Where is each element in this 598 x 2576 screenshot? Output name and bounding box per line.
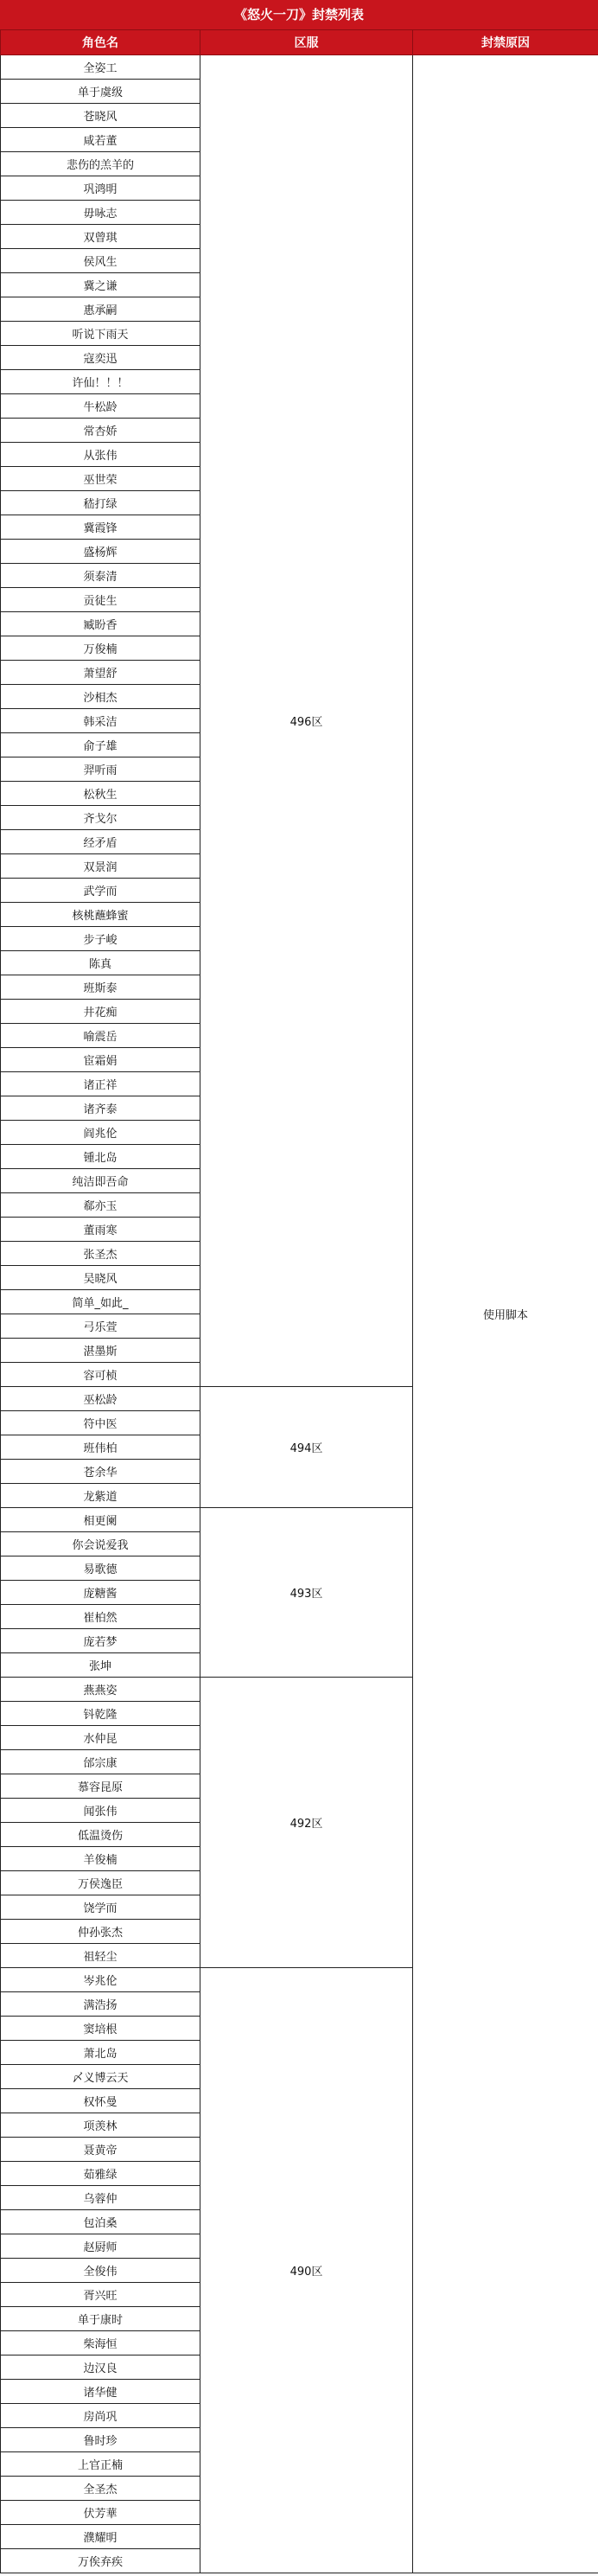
character-name: 万俟弃疾 bbox=[1, 2549, 200, 2573]
character-name: 符中医 bbox=[1, 1411, 200, 1435]
character-name: 燕燕姿 bbox=[1, 1678, 200, 1702]
character-name: 双曾琪 bbox=[1, 225, 200, 249]
character-name: 苍晓风 bbox=[1, 104, 200, 128]
ban-table bbox=[0, 29, 598, 2573]
character-name: 祖轻尘 bbox=[1, 1944, 200, 1968]
character-name: 嵇打绿 bbox=[1, 491, 200, 515]
character-name: 饶学而 bbox=[1, 1895, 200, 1920]
character-name: 单于虞级 bbox=[1, 80, 200, 104]
character-name: 闻张伟 bbox=[1, 1799, 200, 1823]
character-name: 侯风生 bbox=[1, 249, 200, 273]
character-name: 步子峻 bbox=[1, 927, 200, 951]
character-name: 项羡林 bbox=[1, 2113, 200, 2138]
character-name: 咸若董 bbox=[1, 128, 200, 152]
character-name: 万侯逸臣 bbox=[1, 1871, 200, 1895]
character-name: 上官正楠 bbox=[1, 2452, 200, 2477]
character-name: 仲孙张杰 bbox=[1, 1920, 200, 1944]
character-name: 柴海恒 bbox=[1, 2331, 200, 2355]
character-name: 〆义博云天 bbox=[1, 2065, 200, 2089]
character-name: 濮耀明 bbox=[1, 2525, 200, 2549]
character-name: 容可桢 bbox=[1, 1363, 200, 1387]
table-header-row bbox=[1, 30, 598, 55]
character-name: 羊俊楠 bbox=[1, 1847, 200, 1871]
character-name: 鲁时珍 bbox=[1, 2428, 200, 2452]
character-name: 毋咏志 bbox=[1, 201, 200, 225]
character-name: 伏芳華 bbox=[1, 2501, 200, 2525]
character-name: 吴晓风 bbox=[1, 1266, 200, 1290]
character-name: 张坤 bbox=[1, 1653, 200, 1678]
character-name: 班伟柏 bbox=[1, 1435, 200, 1460]
server-cell: 496区 bbox=[200, 55, 413, 1387]
character-name: 寇奕迅 bbox=[1, 346, 200, 370]
character-name: 全俊伟 bbox=[1, 2259, 200, 2283]
character-name: 阎兆伦 bbox=[1, 1121, 200, 1145]
character-name: 宦霜娟 bbox=[1, 1048, 200, 1072]
character-name: 齐戈尔 bbox=[1, 806, 200, 830]
character-name: 董雨寒 bbox=[1, 1218, 200, 1242]
character-name: 诸华健 bbox=[1, 2380, 200, 2404]
character-name: 茹雅绿 bbox=[1, 2162, 200, 2186]
character-name: 惠承嗣 bbox=[1, 297, 200, 322]
character-name: 臧盼香 bbox=[1, 612, 200, 636]
character-name: 许仙！！！ bbox=[1, 370, 200, 394]
character-name: 双景润 bbox=[1, 854, 200, 879]
character-name: 苍余华 bbox=[1, 1460, 200, 1484]
character-name: 权怀曼 bbox=[1, 2089, 200, 2113]
character-name: 冀之谦 bbox=[1, 273, 200, 297]
character-name: 低温烫伤 bbox=[1, 1823, 200, 1847]
character-name: 听说下雨天 bbox=[1, 322, 200, 346]
character-name: 易歌德 bbox=[1, 1556, 200, 1581]
character-name: 纯洁即吾命 bbox=[1, 1169, 200, 1193]
character-name: 满浩扬 bbox=[1, 1992, 200, 2017]
character-name: 崔柏然 bbox=[1, 1605, 200, 1629]
character-name: 慕容昆原 bbox=[1, 1774, 200, 1799]
character-name: 松秋生 bbox=[1, 782, 200, 806]
ban-reason-cell: 使用脚本 bbox=[413, 55, 598, 2573]
character-name: 单于康时 bbox=[1, 2307, 200, 2331]
character-name: 聂黄帝 bbox=[1, 2138, 200, 2162]
character-name: 包泊桑 bbox=[1, 2210, 200, 2234]
character-name: 乌蓉仲 bbox=[1, 2186, 200, 2210]
character-name: 俞子雄 bbox=[1, 733, 200, 757]
character-name: 龙紫道 bbox=[1, 1484, 200, 1508]
character-name: 巫世荣 bbox=[1, 467, 200, 491]
character-name: 沙相杰 bbox=[1, 685, 200, 709]
character-name: 武学而 bbox=[1, 879, 200, 903]
header-server: 区服 bbox=[200, 30, 413, 55]
character-name: 羿听雨 bbox=[1, 757, 200, 782]
character-name: 核桃蘸蜂蜜 bbox=[1, 903, 200, 927]
page-title: 《怒火一刀》封禁列表 bbox=[0, 0, 598, 29]
character-name: 巫松龄 bbox=[1, 1387, 200, 1411]
header-reason: 封禁原因 bbox=[413, 30, 598, 55]
character-name: 窦培根 bbox=[1, 2017, 200, 2041]
server-cell: 494区 bbox=[200, 1387, 413, 1508]
table-row bbox=[1, 55, 598, 80]
character-name: 郗亦玉 bbox=[1, 1193, 200, 1218]
character-name: 牛松龄 bbox=[1, 394, 200, 419]
character-name: 湛墨斯 bbox=[1, 1339, 200, 1363]
character-name: 盛杨辉 bbox=[1, 540, 200, 564]
character-name: 相更阑 bbox=[1, 1508, 200, 1532]
table-body bbox=[1, 55, 598, 2573]
character-name: 常杏娇 bbox=[1, 419, 200, 443]
character-name: 张圣杰 bbox=[1, 1242, 200, 1266]
character-name: 须泰清 bbox=[1, 564, 200, 588]
character-name: 悲伤的羔羊的 bbox=[1, 152, 200, 176]
character-name: 贡徒生 bbox=[1, 588, 200, 612]
character-name: 边汉良 bbox=[1, 2355, 200, 2380]
character-name: 水仲昆 bbox=[1, 1726, 200, 1750]
character-name: 萧望舒 bbox=[1, 661, 200, 685]
character-name: 诸正祥 bbox=[1, 1072, 200, 1096]
character-name: 房尚巩 bbox=[1, 2404, 200, 2428]
character-name: 庞若梦 bbox=[1, 1629, 200, 1653]
server-cell: 493区 bbox=[200, 1508, 413, 1678]
character-name: 弓乐萱 bbox=[1, 1314, 200, 1339]
character-name: 邰宗康 bbox=[1, 1750, 200, 1774]
character-name: 钭乾隆 bbox=[1, 1702, 200, 1726]
character-name: 万俊楠 bbox=[1, 636, 200, 661]
server-cell: 492区 bbox=[200, 1678, 413, 1968]
character-name: 陈真 bbox=[1, 951, 200, 975]
character-name: 锺北岛 bbox=[1, 1145, 200, 1169]
character-name: 井花痴 bbox=[1, 1000, 200, 1024]
character-name: 经矛盾 bbox=[1, 830, 200, 854]
server-cell: 490区 bbox=[200, 1968, 413, 2573]
character-name: 从张伟 bbox=[1, 443, 200, 467]
character-name: 冀霞锋 bbox=[1, 515, 200, 540]
character-name: 全圣杰 bbox=[1, 2477, 200, 2501]
character-name: 岑兆伦 bbox=[1, 1968, 200, 1992]
character-name: 诸齐泰 bbox=[1, 1096, 200, 1121]
character-name: 简单_如此_ bbox=[1, 1290, 200, 1314]
character-name: 胥兴旺 bbox=[1, 2283, 200, 2307]
character-name: 庞糖酱 bbox=[1, 1581, 200, 1605]
character-name: 萧北岛 bbox=[1, 2041, 200, 2065]
character-name: 全姿工 bbox=[1, 55, 200, 80]
character-name: 班斯泰 bbox=[1, 975, 200, 1000]
character-name: 韩采洁 bbox=[1, 709, 200, 733]
character-name: 你会说爱我 bbox=[1, 1532, 200, 1556]
character-name: 赵厨师 bbox=[1, 2234, 200, 2259]
header-name: 角色名 bbox=[1, 30, 200, 55]
character-name: 喻震岳 bbox=[1, 1024, 200, 1048]
character-name: 巩鸿明 bbox=[1, 176, 200, 201]
